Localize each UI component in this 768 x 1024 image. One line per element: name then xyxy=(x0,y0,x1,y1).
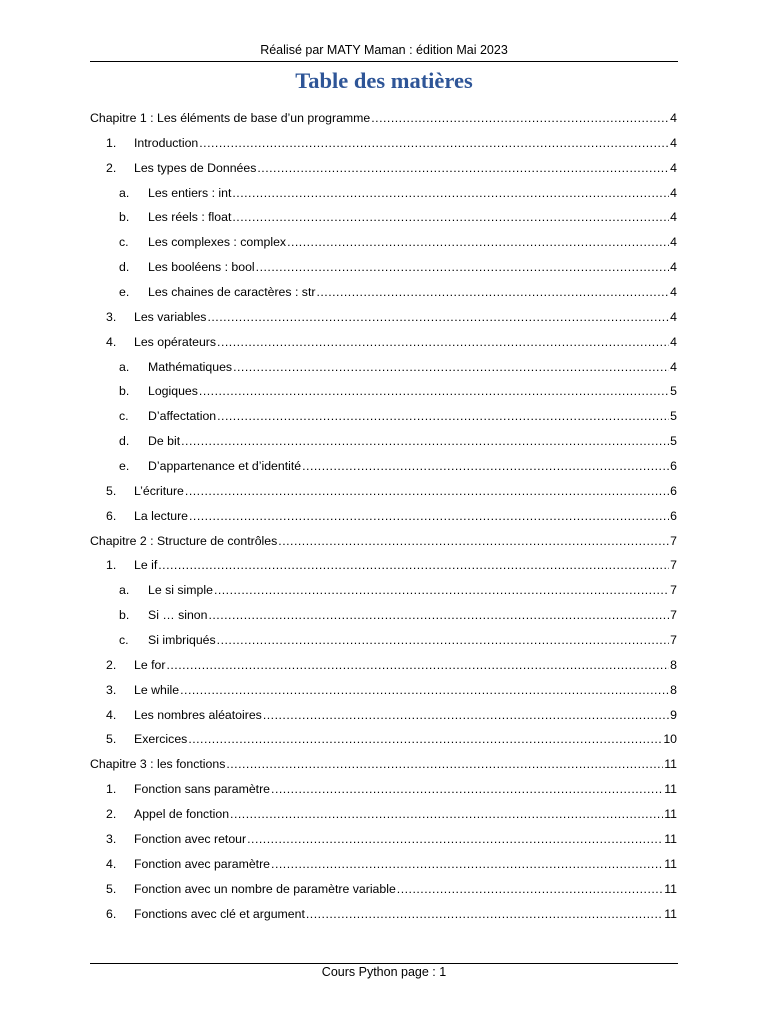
toc-entry-title: D’appartenance et d’identité xyxy=(148,459,302,474)
toc-entry[interactable] xyxy=(90,603,677,628)
toc-entry[interactable] xyxy=(90,752,677,777)
toc-dot-leader xyxy=(271,777,663,802)
toc-dot-leader xyxy=(214,578,669,603)
toc-entry-page: 7 xyxy=(670,608,677,623)
toc-dot-leader xyxy=(271,852,663,877)
toc-entry-page: 7 xyxy=(670,533,677,548)
toc-entry[interactable] xyxy=(90,479,677,504)
toc-dot-leader xyxy=(232,205,669,230)
toc-dot-leader xyxy=(316,280,669,305)
toc-dot-leader xyxy=(302,454,669,479)
page-header: Réalisé par MATY Maman : édition Mai 2023 xyxy=(260,43,508,57)
toc-dot-leader xyxy=(217,330,669,355)
toc-entry-number: 1. xyxy=(106,135,117,150)
toc-entry-page: 4 xyxy=(670,285,677,300)
toc-entry-page: 11 xyxy=(664,881,677,896)
toc-entry-title: Les complexes : complex xyxy=(148,235,287,250)
toc-dot-leader xyxy=(287,230,669,255)
toc-entry-title: L’écriture xyxy=(134,483,184,498)
toc-entry-number: 1. xyxy=(106,782,117,797)
toc-entry[interactable] xyxy=(90,902,677,927)
toc-entry-page: 11 xyxy=(664,807,677,822)
toc-entry-title: Mathématiques xyxy=(148,359,233,374)
toc-entry[interactable] xyxy=(90,703,677,728)
toc-entry-page: 11 xyxy=(664,831,677,846)
toc-entry-title: Les réels : float xyxy=(148,210,232,225)
toc-entry-number: 3. xyxy=(106,682,117,697)
toc-entry[interactable] xyxy=(90,578,677,603)
toc-dot-leader xyxy=(199,379,669,404)
toc-entry[interactable] xyxy=(90,504,677,529)
toc-entry-page: 4 xyxy=(670,235,677,250)
toc-entry-number: 5. xyxy=(106,881,117,896)
toc-entry-number: 2. xyxy=(106,657,117,672)
toc-dot-leader xyxy=(230,802,663,827)
toc-entry[interactable] xyxy=(90,653,677,678)
toc-entry-title: Les variables xyxy=(134,309,207,324)
toc-entry-number: 3. xyxy=(106,309,117,324)
toc-entry[interactable] xyxy=(90,852,677,877)
toc-entry[interactable] xyxy=(90,131,677,156)
toc-entry[interactable] xyxy=(90,777,677,802)
toc-entry[interactable] xyxy=(90,827,677,852)
toc-entry-title: Logiques xyxy=(148,384,198,399)
page-footer: Cours Python page : 1 xyxy=(321,965,447,979)
toc-dot-leader xyxy=(199,131,669,156)
toc-entry-page: 5 xyxy=(670,384,677,399)
toc-entry-title: Chapitre 2 : Structure de contrôles xyxy=(90,533,278,548)
toc-entry-title: Les nombres aléatoires xyxy=(134,707,262,722)
toc-dot-leader xyxy=(371,106,669,131)
toc-entry-number: 4. xyxy=(106,707,117,722)
toc-entry-page: 5 xyxy=(670,434,677,449)
toc-entry-page: 11 xyxy=(664,757,677,772)
toc-entry-title: Le while xyxy=(134,682,180,697)
toc-entry-page: 7 xyxy=(670,633,677,648)
toc-entry-page: 4 xyxy=(670,185,677,200)
toc-entry-number: 2. xyxy=(106,807,117,822)
toc-entry-number: b. xyxy=(119,210,130,225)
toc-entry[interactable] xyxy=(90,305,677,330)
toc-entry[interactable] xyxy=(90,678,677,703)
toc-dot-leader xyxy=(247,827,663,852)
toc-entry-title: Si … sinon xyxy=(148,608,208,623)
toc-entry[interactable] xyxy=(90,230,677,255)
toc-dot-leader xyxy=(226,752,663,777)
toc-entry-title: Le if xyxy=(134,558,158,573)
toc-entry[interactable] xyxy=(90,429,677,454)
toc-entry[interactable] xyxy=(90,355,677,380)
toc-entry-number: e. xyxy=(119,459,130,474)
toc-entry-page: 9 xyxy=(670,707,677,722)
toc-entry-title: Le for xyxy=(134,657,166,672)
toc-entry-number: c. xyxy=(119,633,129,648)
toc-entry-number: a. xyxy=(119,359,130,374)
header-divider xyxy=(90,61,678,62)
toc-entry-number: a. xyxy=(119,583,130,598)
toc-entry-number: a. xyxy=(119,185,130,200)
toc-dot-leader xyxy=(181,429,669,454)
toc-entry-page: 8 xyxy=(670,657,677,672)
toc-dot-leader xyxy=(397,877,663,902)
toc-dot-leader xyxy=(278,529,669,554)
toc-entry-page: 11 xyxy=(664,782,677,797)
toc-entry[interactable] xyxy=(90,280,677,305)
toc-entry[interactable] xyxy=(90,106,677,131)
toc-entry-title: D’affectation xyxy=(148,409,217,424)
toc-entry-title: Les entiers : int xyxy=(148,185,232,200)
toc-entry-title: Les opérateurs xyxy=(134,334,217,349)
toc-entry[interactable] xyxy=(90,156,677,181)
toc-dot-leader xyxy=(257,156,669,181)
toc-entry-page: 8 xyxy=(670,682,677,697)
toc-entry-page: 4 xyxy=(670,111,677,125)
toc-entry-page: 4 xyxy=(670,309,677,324)
toc-entry[interactable] xyxy=(90,205,677,230)
toc-entry-page: 6 xyxy=(670,483,677,498)
toc-dot-leader xyxy=(208,603,669,628)
toc-entry-title: De bit xyxy=(148,434,181,449)
toc-entry-page: 4 xyxy=(670,160,677,175)
toc-entry[interactable] xyxy=(90,877,677,902)
toc-dot-leader xyxy=(188,727,662,752)
toc-entry-page: 5 xyxy=(670,409,677,424)
toc-dot-leader xyxy=(256,255,670,280)
toc-entry-title: Introduction xyxy=(134,135,199,150)
toc-entry-number: b. xyxy=(119,608,130,623)
toc-entry[interactable] xyxy=(90,553,677,578)
toc-dot-leader xyxy=(217,628,669,653)
toc-entry-title: Les booléens : bool xyxy=(148,260,255,275)
toc-entry-page: 6 xyxy=(670,508,677,523)
toc-dot-leader xyxy=(166,653,669,678)
toc-dot-leader xyxy=(306,902,663,927)
toc-entry[interactable] xyxy=(90,379,677,404)
toc-dot-leader xyxy=(207,305,669,330)
toc-entry-page: 7 xyxy=(670,583,677,598)
toc-entry-title: Fonction avec retour xyxy=(134,831,247,846)
toc-entry-title: Chapitre 1 : Les éléments de base d’un programme xyxy=(90,111,371,125)
toc-entry-number: 5. xyxy=(106,483,117,498)
toc-entry-title: La lecture xyxy=(134,508,189,523)
toc-entry-page: 11 xyxy=(664,906,677,921)
toc-entry[interactable] xyxy=(90,255,677,280)
toc-entry-number: 1. xyxy=(106,558,117,573)
toc-entry-page: 10 xyxy=(663,732,677,747)
toc-entry[interactable] xyxy=(90,727,677,752)
toc-dot-leader xyxy=(189,504,669,529)
toc-entry-number: 2. xyxy=(106,160,117,175)
toc-entry-page: 4 xyxy=(670,334,677,349)
toc-entry-title: Fonctions avec clé et argument xyxy=(134,906,305,921)
toc-entry-page: 4 xyxy=(670,359,677,374)
toc-entry-number: b. xyxy=(119,384,130,399)
toc-entry-title: Chapitre 3 : les fonctions xyxy=(90,757,226,772)
toc-entry[interactable] xyxy=(90,529,677,554)
toc-entry-title: Fonction avec paramètre xyxy=(134,856,271,871)
toc-entry-page: 11 xyxy=(664,856,677,871)
toc-entry-page: 4 xyxy=(670,210,677,225)
toc-dot-leader xyxy=(263,703,669,728)
toc-dot-leader xyxy=(217,404,669,429)
toc-dot-leader xyxy=(232,181,669,206)
toc-entry[interactable] xyxy=(90,802,677,827)
toc-entry-number: c. xyxy=(119,235,129,250)
toc-entry-page: 6 xyxy=(670,459,677,474)
toc-entry-number: e. xyxy=(119,285,130,300)
toc-entry[interactable] xyxy=(90,628,677,653)
toc-entry-number: 3. xyxy=(106,831,117,846)
toc-entry-title: Fonction avec un nombre de paramètre variable xyxy=(134,881,396,896)
toc-entry[interactable] xyxy=(90,181,677,206)
toc-entry-title: Le si simple xyxy=(148,583,213,598)
toc-entry-number: d. xyxy=(119,434,130,449)
toc-entry-title: Exercices xyxy=(134,732,188,747)
toc-entry-title: Fonction sans paramètre xyxy=(134,782,271,797)
toc-entry-title: Les types de Données xyxy=(134,160,257,175)
toc-entry[interactable] xyxy=(90,330,677,355)
toc-entry-number: d. xyxy=(119,260,130,275)
toc-dot-leader xyxy=(180,678,669,703)
toc-dot-leader xyxy=(233,355,669,380)
toc-entry[interactable] xyxy=(90,404,677,429)
toc-entry-number: 4. xyxy=(106,856,117,871)
toc-entry-page: 7 xyxy=(670,558,677,573)
toc-entry[interactable] xyxy=(90,454,677,479)
toc-entry-title: Appel de fonction xyxy=(134,807,230,822)
toc-dot-leader xyxy=(185,479,669,504)
table-of-contents xyxy=(90,106,677,926)
toc-entry-title: Si imbriqués xyxy=(148,633,216,648)
toc-entry-number: 5. xyxy=(106,732,117,747)
toc-entry-number: 4. xyxy=(106,334,117,349)
toc-entry-page: 4 xyxy=(670,135,677,150)
page-title: Table des matières xyxy=(295,68,473,93)
toc-entry-number: c. xyxy=(119,409,129,424)
toc-entry-number: 6. xyxy=(106,906,117,921)
toc-entry-page: 4 xyxy=(670,260,677,275)
toc-entry-number: 6. xyxy=(106,508,117,523)
toc-entry-title: Les chaines de caractères : str xyxy=(148,285,316,300)
toc-dot-leader xyxy=(158,553,669,578)
